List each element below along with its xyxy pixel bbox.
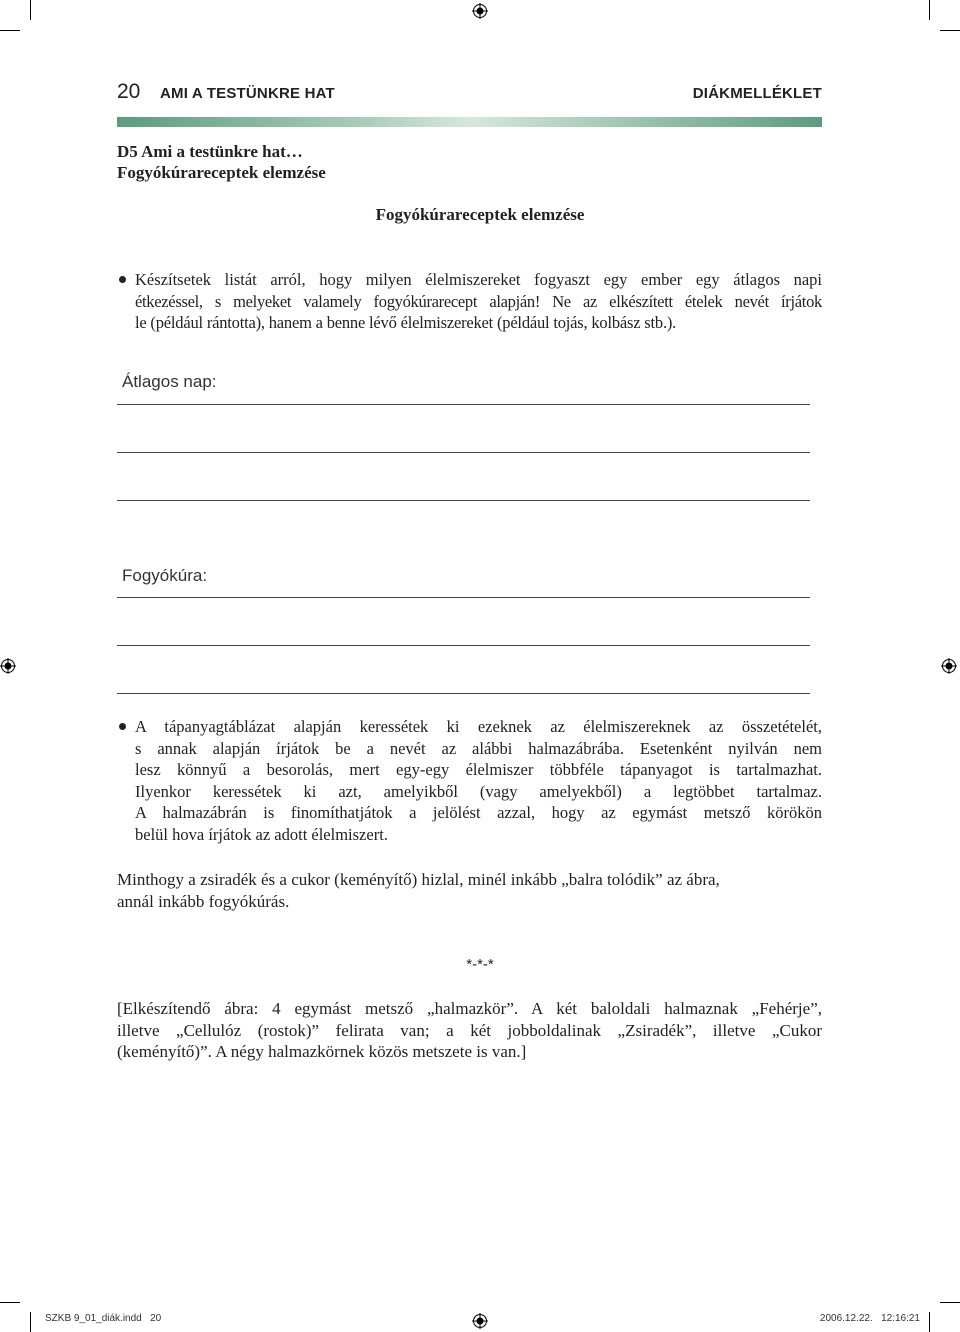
note-line-1: Minthogy a zsiradék és a cukor (keményítő) hizlal, minél inkább „balra tolódik” az ábra, <box>117 870 720 889</box>
instruction-2-line-6: belül hova írjátok az adott élelmiszert. <box>135 824 388 844</box>
instruction-1-line-2: étkezéssel, s melyeket valamely fogyókúrarecept alapján! Ne az elkészített ételek nevét írjátok <box>135 291 822 311</box>
registration-mark-left-icon <box>0 658 16 674</box>
instruction-2-line-1: A tápanyagtáblázat alapján keressétek ki ezeknek az élelmiszereknek az összetételét, <box>135 717 822 736</box>
crop-mark-bl-h <box>0 1302 20 1303</box>
average-day-line-2[interactable] <box>117 452 810 453</box>
crop-mark-tl-v <box>30 0 31 20</box>
figure-note-line-2: illetve „Cellulóz (rostok)” felirata van; a két jobboldalinak „Zsiradék”, illetve „Cukor <box>117 1020 822 1040</box>
average-day-label: Átlagos nap: <box>122 372 217 391</box>
slug-file: SZKB 9_01_diák.indd 20 <box>45 1313 162 1324</box>
instruction-2-line-3: lesz könnyű a besorolás, mert egy-egy élelmiszer többféle tápanyagot is tartalmazhat. <box>135 760 822 779</box>
registration-mark-right-icon <box>941 658 957 674</box>
average-day-line-1[interactable] <box>117 404 810 405</box>
registration-mark-top-icon <box>472 3 488 19</box>
instruction-2 <box>135 716 822 845</box>
separator: *-*-* <box>466 956 494 973</box>
average-day-line-3[interactable] <box>117 500 810 501</box>
instruction-2-line-4: Ilyenkor keressétek ki azt, amelyikből (vagy amelyekből) a legtöbbet tartalmaz. <box>135 781 822 801</box>
slug-date: 2006.12.22. 12:16:21 <box>819 1313 920 1324</box>
bullet-2 <box>119 723 126 730</box>
heading-line-2: Fogyókúrareceptek elemzése <box>117 163 326 182</box>
heading-line-1: D5 Ami a testünkre hat… <box>117 142 303 161</box>
crop-mark-tl-h <box>0 30 20 31</box>
instruction-2-line-2: s annak alapján írjátok be a nevét az alábbi halmazábrába. Esetenként nyilván nem <box>135 738 822 758</box>
figure-note-line-3: (keményítő)”. A négy halmazkörnek közös metszete is van.] <box>117 1042 527 1061</box>
diet-line-3[interactable] <box>117 693 810 694</box>
crop-mark-br-v <box>929 1312 930 1332</box>
figure-note <box>117 998 822 1063</box>
diet-line-2[interactable] <box>117 645 810 646</box>
crop-mark-br-h <box>940 1302 960 1303</box>
supplement-label: DIÁKMELLÉKLET <box>692 85 822 102</box>
page-number: 20 <box>117 80 141 103</box>
crop-mark-bl-v <box>30 1312 31 1332</box>
header-bar <box>117 117 822 127</box>
bullet-1 <box>119 276 126 283</box>
instruction-2-line-5: A halmazábrán is finomíthatjátok a jelölést azzal, hogy az egymást metsző körökön <box>135 803 822 822</box>
section-title: AMI A TESTÜNKRE HAT <box>160 85 335 102</box>
note-paragraph <box>117 869 822 912</box>
instruction-1 <box>135 269 822 334</box>
crop-mark-tr-h <box>940 30 960 31</box>
note-line-2: annál inkább fogyókúrás. <box>117 891 290 911</box>
instruction-1-line-1: Készítsetek listát arról, hogy milyen élelmiszereket fogyaszt egy ember egy átlagos napi <box>135 270 822 289</box>
crop-mark-tr-v <box>929 0 930 20</box>
figure-note-line-1: [Elkészítendő ábra: 4 egymást metsző „halmazkör”. A két baloldali halmaznak „Fehérje”, <box>117 999 822 1018</box>
diet-label: Fogyókúra: <box>122 566 208 585</box>
diet-line-1[interactable] <box>117 597 810 598</box>
instruction-1-line-3: le (például rántotta), hanem a benne lévő élelmiszereket (például tojás, kolbász stb.). <box>135 313 677 332</box>
page-title: Fogyókúrareceptek elemzése <box>375 205 585 224</box>
registration-mark-bottom-icon <box>472 1313 488 1329</box>
